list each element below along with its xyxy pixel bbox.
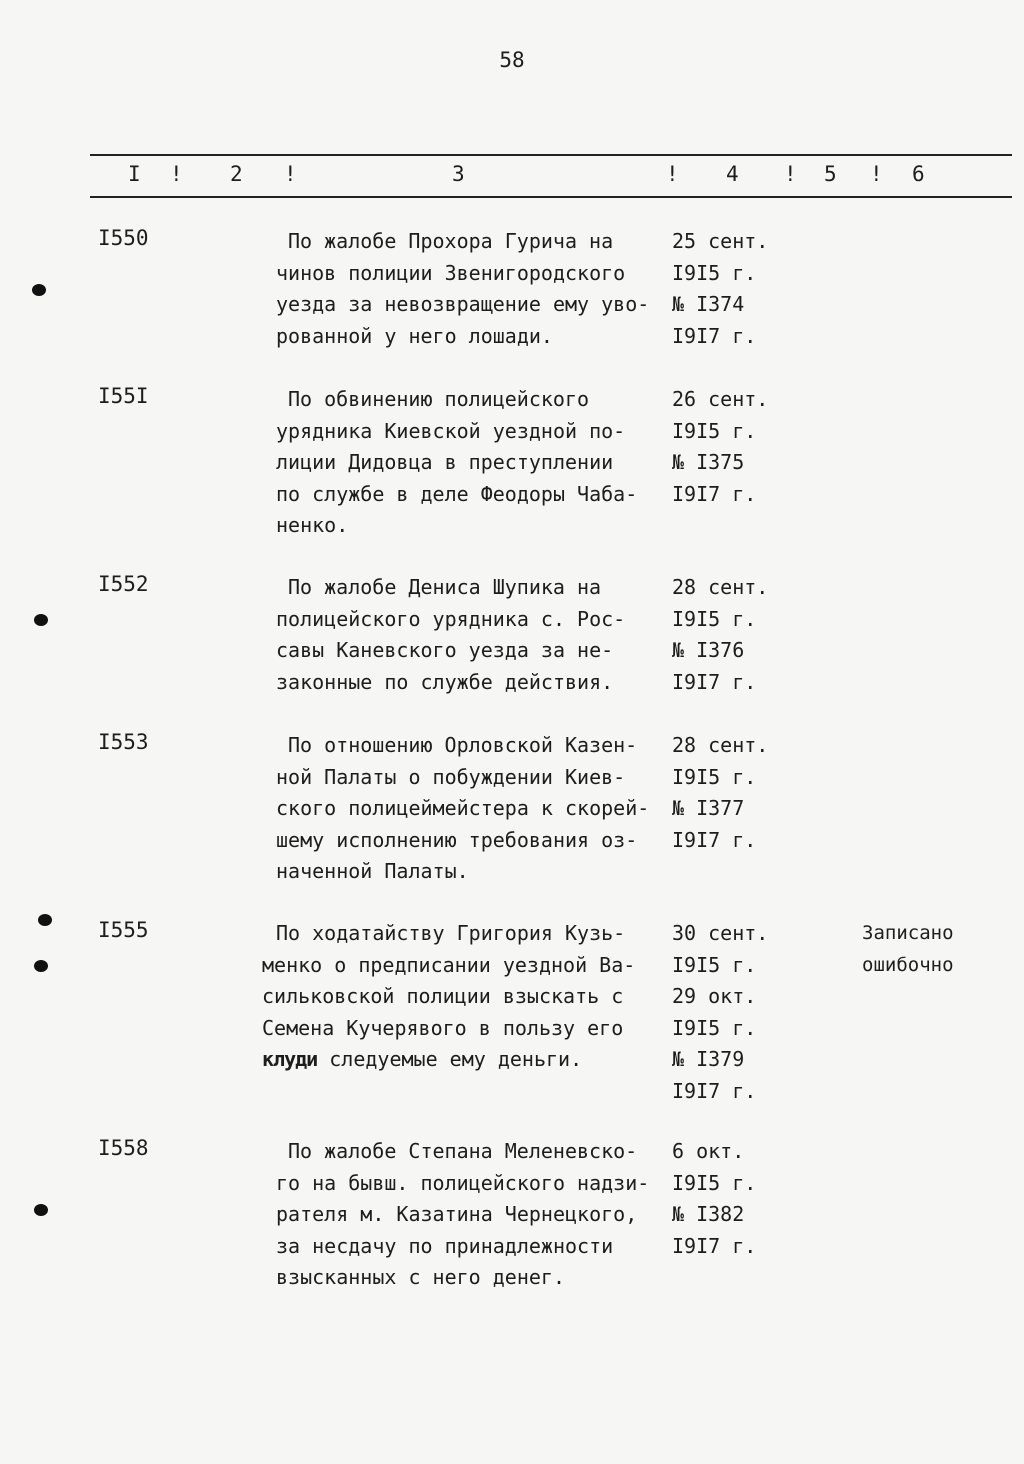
column-header-4: 4 bbox=[726, 162, 739, 186]
date-line: I9I7 г. bbox=[672, 669, 757, 694]
date-line: I9I5 г. bbox=[672, 764, 757, 789]
description-line: го на бывш. полицейского надзи- bbox=[276, 1170, 650, 1195]
description-line: рателя м. Казатина Чернецкого, bbox=[276, 1202, 638, 1226]
description-line: за несдачу по принадлежности bbox=[276, 1233, 614, 1258]
date-line: № I374 bbox=[672, 292, 745, 316]
entry-dates bbox=[672, 918, 768, 1107]
description-line: По ходатайству Григория Кузь- bbox=[276, 921, 626, 945]
date-line: 28 сент. bbox=[672, 575, 769, 599]
column-header-5: 5 bbox=[824, 162, 837, 186]
entry-dates bbox=[672, 384, 768, 510]
date-line: I9I7 г. bbox=[672, 1233, 757, 1258]
entry-number: I555 bbox=[98, 918, 149, 942]
entry-number: I550 bbox=[98, 226, 149, 250]
date-line: I9I7 г. bbox=[672, 481, 757, 506]
column-separator: ! bbox=[870, 162, 883, 186]
date-line: № I375 bbox=[672, 450, 745, 474]
punch-hole-mark bbox=[38, 914, 52, 926]
punch-hole-mark bbox=[34, 1204, 48, 1216]
entry-dates bbox=[672, 1136, 756, 1262]
column-separator: ! bbox=[284, 162, 297, 186]
entry-description bbox=[276, 384, 637, 542]
date-line: 6 окт. bbox=[672, 1139, 745, 1163]
description-line: рованной у него лошади. bbox=[276, 323, 553, 348]
date-line: № I376 bbox=[672, 638, 745, 662]
date-line: I9I5 г. bbox=[672, 418, 757, 443]
note-line: ошибочно bbox=[862, 953, 954, 976]
description-line: ского полицеймейстера к скорей- bbox=[276, 796, 650, 820]
date-line: I9I5 г. bbox=[672, 1170, 757, 1195]
entry-description bbox=[276, 226, 649, 352]
date-line: I9I7 г. bbox=[672, 1078, 757, 1103]
entry-dates bbox=[672, 730, 768, 856]
description-line: уезда за невозвращение ему уво- bbox=[276, 292, 650, 316]
description-line: По отношению Орловской Казен- bbox=[288, 733, 638, 757]
punch-hole-mark bbox=[32, 284, 46, 296]
description-line: чинов полиции Звенигородского bbox=[276, 260, 626, 285]
entry-number: I553 bbox=[98, 730, 149, 754]
description-line: ной Палаты о побуждении Киев- bbox=[276, 764, 626, 789]
entry-number: I558 bbox=[98, 1136, 149, 1160]
description-line: По жалобе Степана Меленевско- bbox=[288, 1139, 638, 1163]
date-line: I9I5 г. bbox=[672, 606, 757, 631]
description-line: урядника Киевской уездной по- bbox=[276, 418, 626, 443]
column-separator: ! bbox=[784, 162, 797, 186]
date-line: 28 сент. bbox=[672, 733, 769, 757]
description-line bbox=[262, 1044, 635, 1076]
description-line: полицейского урядника с. Рос- bbox=[276, 606, 626, 631]
description-line: савы Каневского уезда за не- bbox=[276, 638, 614, 662]
entry-description bbox=[276, 730, 649, 888]
date-line: 30 сент. bbox=[672, 921, 769, 945]
date-line: 25 сент. bbox=[672, 229, 769, 253]
column-header-6: 6 bbox=[912, 162, 925, 186]
description-line: По жалобе Дениса Шупика на bbox=[288, 575, 602, 599]
entry-description bbox=[276, 1136, 649, 1294]
entry-description bbox=[262, 918, 635, 1076]
description-line: менко о предписании уездной Ва- bbox=[262, 952, 636, 977]
entry-number: I552 bbox=[98, 572, 149, 596]
description-line: Семена Кучерявого в пользу его bbox=[262, 1015, 624, 1040]
page-number: 58 bbox=[499, 48, 525, 72]
column-separator: ! bbox=[170, 162, 183, 186]
punch-hole-mark bbox=[34, 960, 48, 972]
date-line: 26 сент. bbox=[672, 387, 769, 411]
date-line: I9I7 г. bbox=[672, 323, 757, 348]
punch-hole-mark bbox=[34, 614, 48, 626]
description-line-text: следуемые ему деньги. bbox=[329, 1047, 583, 1071]
column-header-2: 2 bbox=[230, 162, 243, 186]
date-line: I9I5 г. bbox=[672, 260, 757, 285]
note-line: Записано bbox=[862, 922, 954, 944]
date-line: № I377 bbox=[672, 796, 745, 820]
table-top-rule bbox=[90, 154, 1012, 156]
description-line: сильковской полиции взыскать с bbox=[262, 984, 624, 1008]
table-header-rule bbox=[90, 196, 1012, 198]
date-line: I9I5 г. bbox=[672, 1015, 757, 1040]
description-line: наченной Палаты. bbox=[276, 859, 469, 883]
description-line: по службе в деле Феодоры Чаба- bbox=[276, 481, 638, 506]
description-line: законные по службе действия. bbox=[276, 669, 614, 694]
column-header-3: 3 bbox=[452, 162, 465, 186]
entry-description bbox=[276, 572, 625, 698]
column-header-1: I bbox=[128, 162, 141, 186]
column-separator: ! bbox=[666, 162, 679, 186]
description-line: шему исполнению требования оз- bbox=[276, 827, 638, 852]
date-line: I9I7 г. bbox=[672, 827, 757, 852]
entry-number: I55I bbox=[98, 384, 149, 408]
description-line: лиции Дидовца в преступлении bbox=[276, 450, 614, 474]
date-line: I9I5 г. bbox=[672, 952, 757, 977]
entry-dates bbox=[672, 226, 768, 352]
date-line: 29 окт. bbox=[672, 984, 757, 1008]
date-line: № I379 bbox=[672, 1047, 745, 1071]
description-line: ненко. bbox=[276, 513, 349, 537]
description-line: По жалобе Прохора Гурича на bbox=[288, 229, 614, 253]
date-line: № I382 bbox=[672, 1202, 745, 1226]
description-line: По обвинению полицейского bbox=[288, 387, 590, 411]
entry-note bbox=[862, 918, 954, 981]
entry-dates bbox=[672, 572, 768, 698]
description-line: взысканных с него денег. bbox=[276, 1265, 565, 1289]
struck-word: клуди bbox=[262, 1047, 318, 1071]
